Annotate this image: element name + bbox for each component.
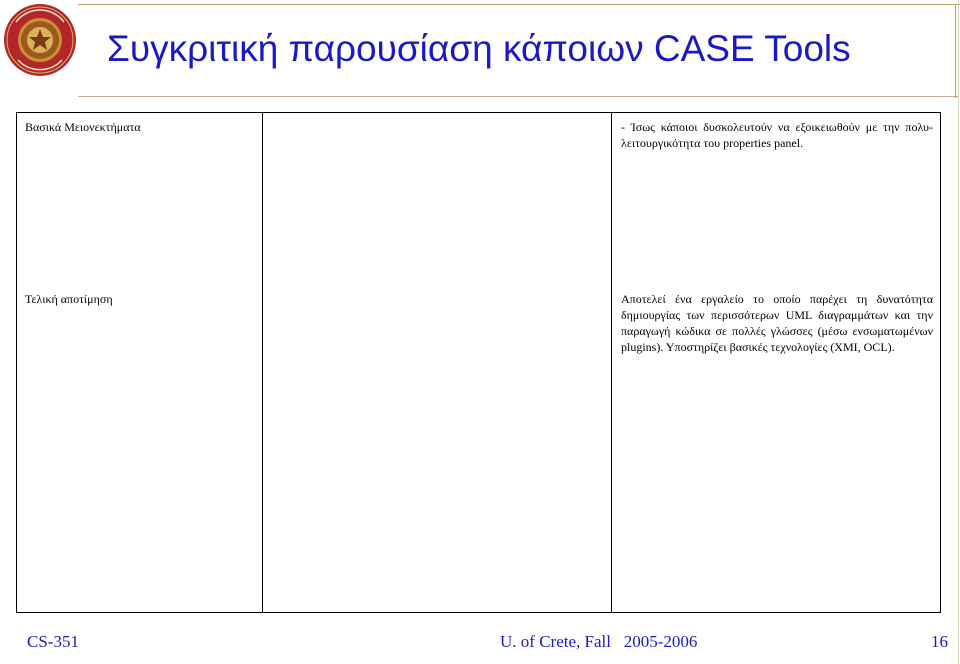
row-label-disadvantages: Βασικά Μειονεκτήματα: [25, 120, 141, 134]
row-text-disadvantages: - Ίσως κάποιοι δυσκολευτούν να εξοικειωθούν με την πολυ-λειτουργικότητα του properties panel.: [621, 120, 933, 150]
university-logo: [2, 2, 78, 78]
slide-header: [0, 0, 960, 98]
comparison-table: [16, 112, 941, 613]
footer-institution: U. of Crete, Fall 2005-2006: [500, 632, 698, 651]
row-text-evaluation: Αποτελεί ένα εργαλείο το οποίο παρέχει τη δυνατότητα δημιουργίας των περισσότερων UML διαγραμμάτων και την παραγωγή κώδικα σε πολλές γλώσσες (μέσω ενσωματωμένων plugins). Υποστηρίζει βασικές τεχνολογίες (XMI, OCL).: [621, 292, 933, 354]
column-divider-2: [611, 113, 612, 612]
column-divider-1: [262, 113, 263, 612]
header-rule-bottom: [78, 96, 958, 97]
footer-page-number: 16: [931, 632, 948, 651]
slide-title: Συγκριτική παρουσίαση κάποιων CASE Tools: [107, 28, 851, 69]
header-rule-top: [78, 4, 960, 5]
row-label-evaluation: Τελική αποτίμηση: [25, 292, 113, 306]
page-edge-line: [958, 0, 959, 664]
header-rule-right: [955, 4, 956, 98]
footer-course: CS-351: [27, 632, 79, 651]
